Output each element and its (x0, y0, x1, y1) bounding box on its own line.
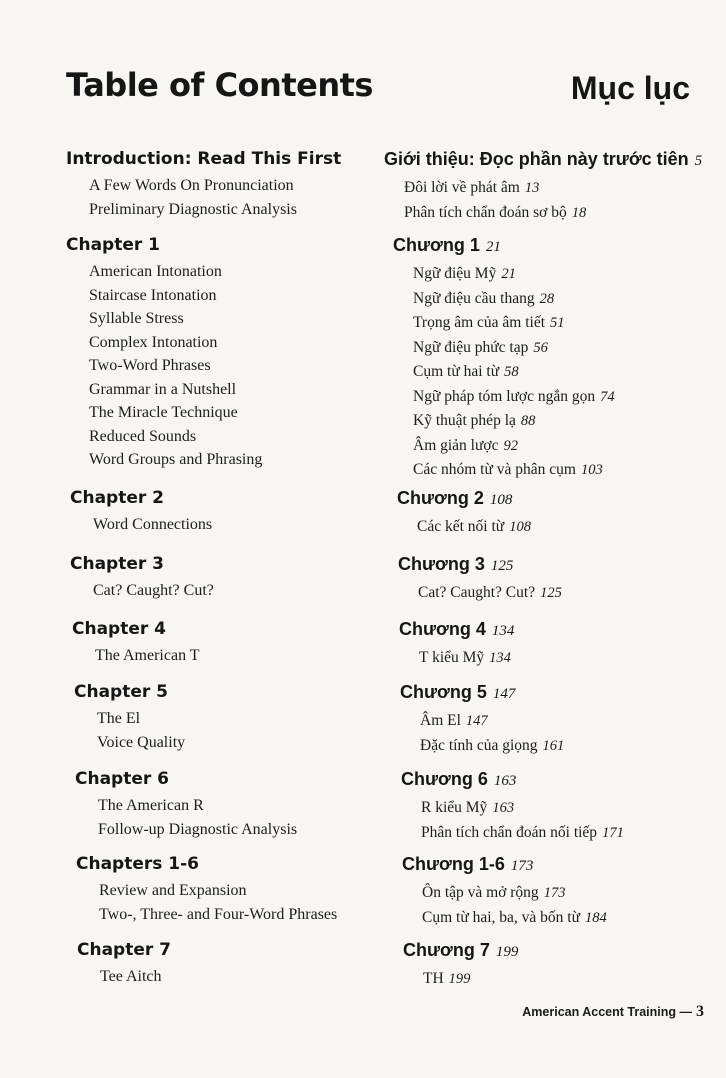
vietnamese-item (413, 262, 615, 287)
vietnamese-section (403, 939, 518, 992)
vietnamese-heading-text: Chương 5 (400, 682, 487, 702)
vietnamese-section-heading (401, 768, 624, 792)
english-item-list (77, 965, 171, 989)
vietnamese-item (413, 311, 615, 336)
english-section (66, 234, 262, 472)
title-vietnamese: Mục lục (570, 70, 690, 106)
vietnamese-item-page: 88 (520, 413, 536, 429)
vietnamese-heading-page: 125 (490, 558, 514, 574)
english-item: Syllable Stress (89, 310, 184, 327)
vietnamese-item-text: Các kết nối từ (417, 518, 505, 535)
vietnamese-heading-page: 199 (495, 944, 519, 960)
vietnamese-item-text: Các nhóm từ và phân cụm (413, 461, 576, 478)
vietnamese-item-page: 199 (448, 971, 471, 987)
vietnamese-section (384, 148, 702, 225)
english-item-list (66, 174, 341, 221)
english-item: Cat? Caught? Cut? (93, 582, 214, 599)
english-item: Preliminary Diagnostic Analysis (89, 200, 297, 218)
vietnamese-item-page: 18 (571, 204, 587, 221)
english-section-heading: Chapter 3 (70, 554, 165, 574)
english-item: Word Groups and Phrasing (89, 451, 263, 468)
vietnamese-item-page: 134 (489, 650, 511, 666)
english-section-heading: Chapter 4 (72, 619, 167, 639)
english-section-heading: Chapters 1-6 (76, 854, 200, 874)
vietnamese-item-text: Đôi lời về phát âm (404, 179, 520, 196)
vietnamese-item-list (398, 581, 562, 606)
vietnamese-item-page: 13 (524, 180, 540, 196)
vietnamese-item-list (402, 881, 607, 930)
vietnamese-item (413, 385, 615, 410)
vietnamese-item-page: 108 (509, 519, 531, 535)
vietnamese-item-text: Ngữ pháp tóm lược ngắn gọn (413, 387, 596, 405)
vietnamese-item (422, 906, 607, 931)
english-item-list (70, 579, 214, 603)
vietnamese-item-text: Trọng âm của âm tiết (413, 314, 546, 331)
vietnamese-item (413, 360, 615, 385)
english-section (70, 487, 212, 537)
english-section (76, 853, 337, 926)
english-section-heading: Chapter 1 (66, 235, 161, 255)
vietnamese-section-heading (397, 487, 531, 511)
vietnamese-item (418, 581, 562, 606)
vietnamese-heading-page: 134 (491, 623, 515, 639)
vietnamese-section (400, 681, 564, 758)
vietnamese-section-heading (402, 853, 607, 877)
vietnamese-section-heading (384, 148, 702, 172)
english-item: Voice Quality (97, 733, 186, 751)
english-item-list (76, 879, 337, 926)
vietnamese-heading-text: Chương 6 (401, 769, 488, 789)
page-footer (522, 1003, 704, 1021)
vietnamese-item-text: Âm El (420, 712, 461, 729)
vietnamese-heading-page: 173 (510, 858, 534, 874)
vietnamese-item (421, 796, 624, 821)
vietnamese-item-page: 28 (539, 290, 555, 307)
english-section (72, 618, 200, 668)
vietnamese-item-page: 173 (543, 885, 566, 901)
vietnamese-heading-text: Chương 2 (397, 488, 484, 508)
english-item: The Miracle Technique (89, 404, 238, 421)
vietnamese-item-list (400, 709, 564, 758)
vietnamese-item-text: R kiểu Mỹ (421, 799, 488, 816)
vietnamese-heading-text: Chương 1 (393, 235, 480, 255)
vietnamese-item-page: 58 (504, 364, 519, 380)
english-section (77, 939, 171, 989)
vietnamese-section (397, 487, 531, 540)
english-section (70, 553, 214, 603)
vietnamese-item-text: Kỹ thuật phép lạ (413, 412, 516, 429)
english-item-list (75, 794, 297, 841)
english-section-heading: Introduction: Read This First (66, 149, 342, 169)
vietnamese-section-heading (398, 553, 562, 577)
english-section-heading: Chapter 7 (77, 940, 172, 960)
english-item-list (70, 513, 212, 537)
english-item-list (74, 707, 185, 754)
vietnamese-heading-text: Chương 4 (399, 619, 486, 639)
vietnamese-item (420, 709, 564, 734)
vietnamese-heading-page: 5 (694, 153, 703, 169)
vietnamese-heading-page: 108 (489, 492, 513, 508)
english-item: Grammar in a Nutshell (89, 380, 237, 398)
vietnamese-item-list (393, 262, 615, 483)
vietnamese-section-heading (400, 681, 564, 705)
vietnamese-heading-page: 163 (493, 773, 517, 789)
english-item: The American T (95, 647, 200, 664)
vietnamese-item-page: 92 (503, 437, 518, 454)
vietnamese-item-text: Phân tích chẩn đoán nối tiếp (421, 823, 598, 841)
english-item-list (66, 260, 262, 472)
english-item: Reduced Sounds (89, 427, 197, 445)
vietnamese-item (422, 881, 607, 906)
english-item: Two-, Three- and Four-Word Phrases (99, 905, 338, 923)
vietnamese-section-heading (393, 234, 615, 258)
english-section (75, 768, 297, 841)
vietnamese-item-page: 74 (600, 388, 615, 405)
vietnamese-section (393, 234, 615, 483)
vietnamese-heading-page: 21 (485, 239, 501, 255)
vietnamese-item-list (384, 176, 702, 225)
vietnamese-item-page: 163 (492, 800, 515, 816)
vietnamese-item-text: Ôn tập và mở rộng (422, 884, 539, 901)
vietnamese-item-page: 171 (602, 824, 624, 841)
english-section-heading: Chapter 6 (75, 769, 170, 789)
english-item: Two-Word Phrases (89, 357, 211, 374)
english-section (74, 681, 185, 754)
vietnamese-item-page: 147 (465, 713, 488, 729)
english-item: The El (97, 710, 141, 727)
english-item: Word Connections (93, 516, 213, 533)
vietnamese-item-text: Đặc tính của giọng (420, 736, 538, 754)
vietnamese-item (413, 434, 615, 459)
english-section-heading: Chapter 2 (70, 488, 165, 508)
title-english: Table of Contents (66, 66, 373, 104)
english-item: Staircase Intonation (89, 286, 217, 304)
vietnamese-item-list (399, 646, 514, 671)
vietnamese-item-page: 56 (533, 339, 548, 356)
vietnamese-item (417, 515, 531, 540)
vietnamese-item (421, 821, 624, 846)
vietnamese-item-text: TH (423, 970, 444, 987)
vietnamese-item (419, 646, 514, 671)
vietnamese-item (404, 176, 702, 201)
english-section-heading: Chapter 5 (74, 682, 169, 702)
english-item: A Few Words On Pronunciation (89, 177, 294, 194)
vietnamese-item (420, 734, 564, 759)
english-item: Review and Expansion (99, 882, 247, 899)
english-item: American Intonation (89, 263, 222, 280)
vietnamese-item (413, 336, 615, 361)
vietnamese-item-list (397, 515, 531, 540)
english-item: Tee Aitch (100, 968, 162, 985)
vietnamese-item-text: Ngữ điệu Mỹ (413, 265, 497, 282)
vietnamese-heading-page: 147 (492, 686, 516, 702)
vietnamese-item-list (401, 796, 624, 845)
vietnamese-section-heading (403, 939, 518, 963)
vietnamese-section (402, 853, 607, 930)
vietnamese-heading-text: Chương 1-6 (402, 854, 505, 874)
vietnamese-item-page: 21 (501, 266, 516, 282)
vietnamese-item (404, 201, 702, 226)
vietnamese-item-text: Cat? Caught? Cut? (418, 584, 536, 601)
english-item-list (72, 644, 200, 668)
footer-book-title: American Accent Training — (522, 1005, 692, 1019)
vietnamese-item-page: 125 (540, 585, 562, 601)
english-item: Complex Intonation (89, 333, 218, 351)
vietnamese-item-text: Cụm từ hai, ba, và bốn từ (422, 908, 581, 926)
vietnamese-item-text: Âm giản lược (413, 436, 499, 454)
vietnamese-section (398, 553, 562, 606)
vietnamese-item-list (403, 967, 518, 992)
vietnamese-section-heading (399, 618, 514, 642)
vietnamese-item (413, 287, 615, 312)
english-item: Follow-up Diagnostic Analysis (98, 820, 298, 838)
vietnamese-item-text: Ngữ điệu cầu thang (413, 289, 535, 307)
footer-page-number: 3 (696, 1003, 704, 1020)
english-item: The American R (98, 797, 204, 814)
vietnamese-item-text: Cụm từ hai từ (413, 363, 500, 380)
english-section (66, 148, 341, 221)
vietnamese-item (413, 409, 615, 434)
vietnamese-item (413, 458, 615, 483)
vietnamese-item-page: 103 (580, 462, 603, 478)
vietnamese-item-text: T kiểu Mỹ (419, 649, 485, 666)
vietnamese-item-text: Phân tích chẩn đoán sơ bộ (404, 203, 567, 221)
vietnamese-heading-text: Giới thiệu: Đọc phần này trước tiên (384, 149, 689, 169)
vietnamese-section (401, 768, 624, 845)
vietnamese-item-page: 51 (550, 315, 565, 331)
vietnamese-item-page: 161 (542, 737, 565, 754)
vietnamese-item-page: 184 (585, 909, 607, 926)
vietnamese-item (423, 967, 518, 992)
vietnamese-heading-text: Chương 7 (403, 940, 490, 960)
vietnamese-heading-text: Chương 3 (398, 554, 485, 574)
vietnamese-section (399, 618, 514, 671)
vietnamese-item-text: Ngữ điệu phức tạp (413, 338, 529, 356)
